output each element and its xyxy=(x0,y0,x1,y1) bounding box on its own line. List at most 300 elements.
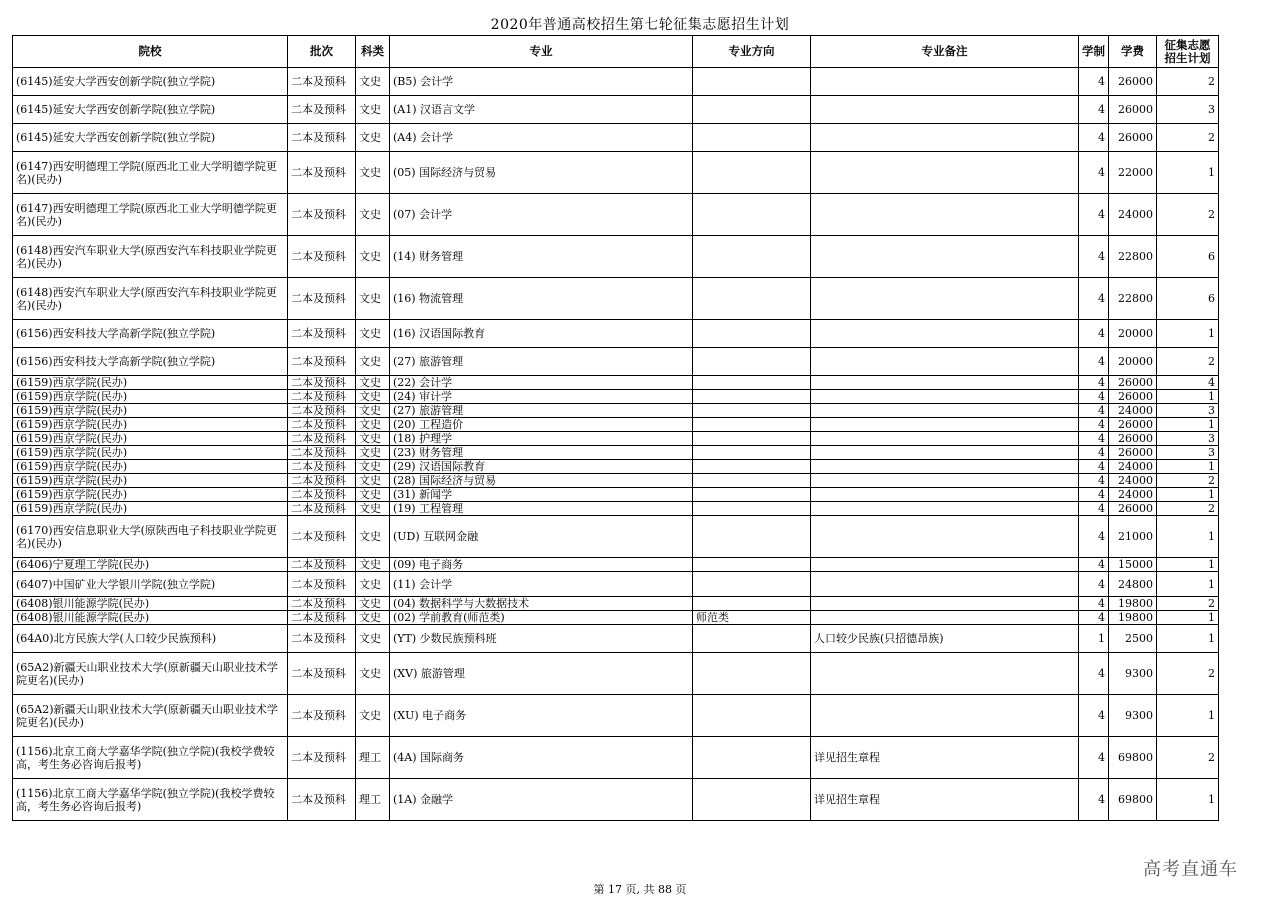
years-cell: 4 xyxy=(1079,404,1109,418)
years-cell: 4 xyxy=(1079,695,1109,737)
fee-cell: 26000 xyxy=(1109,432,1157,446)
plan-cell: 3 xyxy=(1157,96,1219,124)
batch-cell: 二本及预科 xyxy=(288,597,356,611)
category-cell: 文史 xyxy=(356,418,390,432)
years-cell: 4 xyxy=(1079,432,1109,446)
school-cell: (1156)北京工商大学嘉华学院(独立学院)(我校学费较高，考生务必咨询后报考) xyxy=(13,737,288,779)
table-row xyxy=(13,404,1219,418)
major-cell: (1A) 金融学 xyxy=(390,779,693,821)
years-cell: 4 xyxy=(1079,488,1109,502)
batch-cell: 二本及预科 xyxy=(288,572,356,597)
direction-cell xyxy=(693,625,811,653)
direction-cell xyxy=(693,653,811,695)
years-cell: 4 xyxy=(1079,320,1109,348)
category-cell: 文史 xyxy=(356,611,390,625)
header-plan: 征集志愿招生计划 xyxy=(1157,36,1219,68)
note-cell: 详见招生章程 xyxy=(811,779,1079,821)
batch-cell: 二本及预科 xyxy=(288,376,356,390)
years-cell: 4 xyxy=(1079,124,1109,152)
plan-cell: 1 xyxy=(1157,460,1219,474)
header-category: 科类 xyxy=(356,36,390,68)
table-row xyxy=(13,611,1219,625)
batch-cell: 二本及预科 xyxy=(288,653,356,695)
school-cell: (6159)西京学院(民办) xyxy=(13,390,288,404)
years-cell: 4 xyxy=(1079,474,1109,488)
category-cell: 文史 xyxy=(356,432,390,446)
table-row xyxy=(13,348,1219,376)
category-cell: 文史 xyxy=(356,320,390,348)
school-cell: (6148)西安汽车职业大学(原西安汽车科技职业学院更名)(民办) xyxy=(13,278,288,320)
note-cell xyxy=(811,68,1079,96)
page-footer: 第 17 页, 共 88 页 xyxy=(593,883,687,896)
direction-cell xyxy=(693,779,811,821)
years-cell: 1 xyxy=(1079,625,1109,653)
note-cell: 人口较少民族(只招德昂族) xyxy=(811,625,1079,653)
years-cell: 4 xyxy=(1079,194,1109,236)
school-cell: (6159)西京学院(民办) xyxy=(13,418,288,432)
major-cell: (UD) 互联网金融 xyxy=(390,516,693,558)
table-row xyxy=(13,152,1219,194)
header-major: 专业 xyxy=(390,36,693,68)
batch-cell: 二本及预科 xyxy=(288,152,356,194)
major-cell: (02) 学前教育(师范类) xyxy=(390,611,693,625)
batch-cell: 二本及预科 xyxy=(288,446,356,460)
page-title: 2020年普通高校招生第七轮征集志愿招生计划 xyxy=(490,17,790,33)
table-row xyxy=(13,432,1219,446)
major-cell: (09) 电子商务 xyxy=(390,558,693,572)
major-cell: (24) 审计学 xyxy=(390,390,693,404)
header-note: 专业备注 xyxy=(811,36,1079,68)
category-cell: 文史 xyxy=(356,124,390,152)
direction-cell xyxy=(693,68,811,96)
note-cell xyxy=(811,502,1079,516)
fee-cell: 26000 xyxy=(1109,418,1157,432)
plan-cell: 1 xyxy=(1157,320,1219,348)
fee-cell: 69800 xyxy=(1109,779,1157,821)
table-row xyxy=(13,502,1219,516)
header-batch: 批次 xyxy=(288,36,356,68)
major-cell: (YT) 少数民族预科班 xyxy=(390,625,693,653)
note-cell xyxy=(811,124,1079,152)
table-row xyxy=(13,474,1219,488)
table-row xyxy=(13,376,1219,390)
direction-cell xyxy=(693,376,811,390)
school-cell: (6159)西京学院(民办) xyxy=(13,446,288,460)
years-cell: 4 xyxy=(1079,418,1109,432)
plan-cell: 1 xyxy=(1157,390,1219,404)
batch-cell: 二本及预科 xyxy=(288,68,356,96)
category-cell: 文史 xyxy=(356,68,390,96)
plan-cell: 1 xyxy=(1157,152,1219,194)
fee-cell: 24000 xyxy=(1109,404,1157,418)
table-row xyxy=(13,625,1219,653)
batch-cell: 二本及预科 xyxy=(288,194,356,236)
major-cell: (14) 财务管理 xyxy=(390,236,693,278)
fee-cell: 24000 xyxy=(1109,194,1157,236)
note-cell xyxy=(811,516,1079,558)
school-cell: (65A2)新疆天山职业技术大学(原新疆天山职业技术学院更名)(民办) xyxy=(13,653,288,695)
category-cell: 文史 xyxy=(356,488,390,502)
major-cell: (XU) 电子商务 xyxy=(390,695,693,737)
direction-cell xyxy=(693,418,811,432)
school-cell: (6408)银川能源学院(民办) xyxy=(13,611,288,625)
plan-cell: 2 xyxy=(1157,194,1219,236)
direction-cell xyxy=(693,236,811,278)
plan-cell: 2 xyxy=(1157,597,1219,611)
direction-cell xyxy=(693,152,811,194)
direction-cell xyxy=(693,474,811,488)
major-cell: (20) 工程造价 xyxy=(390,418,693,432)
major-cell: (A4) 会计学 xyxy=(390,124,693,152)
category-cell: 文史 xyxy=(356,152,390,194)
table-row xyxy=(13,597,1219,611)
fee-cell: 26000 xyxy=(1109,124,1157,152)
note-cell xyxy=(811,152,1079,194)
batch-cell: 二本及预科 xyxy=(288,432,356,446)
table-row xyxy=(13,737,1219,779)
fee-cell: 69800 xyxy=(1109,737,1157,779)
fee-cell: 26000 xyxy=(1109,376,1157,390)
direction-cell xyxy=(693,124,811,152)
fee-cell: 20000 xyxy=(1109,348,1157,376)
direction-cell xyxy=(693,737,811,779)
years-cell: 4 xyxy=(1079,779,1109,821)
school-cell: (6147)西安明德理工学院(原西北工业大学明德学院更名)(民办) xyxy=(13,194,288,236)
note-cell xyxy=(811,460,1079,474)
plan-cell: 1 xyxy=(1157,625,1219,653)
category-cell: 文史 xyxy=(356,516,390,558)
batch-cell: 二本及预科 xyxy=(288,96,356,124)
school-cell: (6159)西京学院(民办) xyxy=(13,432,288,446)
direction-cell xyxy=(693,390,811,404)
category-cell: 理工 xyxy=(356,737,390,779)
fee-cell: 26000 xyxy=(1109,68,1157,96)
plan-cell: 6 xyxy=(1157,278,1219,320)
school-cell: (6145)延安大学西安创新学院(独立学院) xyxy=(13,124,288,152)
fee-cell: 26000 xyxy=(1109,502,1157,516)
note-cell xyxy=(811,278,1079,320)
batch-cell: 二本及预科 xyxy=(288,502,356,516)
fee-cell: 22800 xyxy=(1109,236,1157,278)
major-cell: (29) 汉语国际教育 xyxy=(390,460,693,474)
direction-cell xyxy=(693,432,811,446)
plan-cell: 1 xyxy=(1157,572,1219,597)
category-cell: 文史 xyxy=(356,460,390,474)
major-cell: (18) 护理学 xyxy=(390,432,693,446)
plan-cell: 1 xyxy=(1157,488,1219,502)
major-cell: (4A) 国际商务 xyxy=(390,737,693,779)
category-cell: 文史 xyxy=(356,376,390,390)
direction-cell xyxy=(693,404,811,418)
fee-cell: 21000 xyxy=(1109,516,1157,558)
watermark: 高考直通车 xyxy=(1143,859,1238,880)
years-cell: 4 xyxy=(1079,611,1109,625)
school-cell: (6147)西安明德理工学院(原西北工业大学明德学院更名)(民办) xyxy=(13,152,288,194)
plan-cell: 2 xyxy=(1157,124,1219,152)
batch-cell: 二本及预科 xyxy=(288,278,356,320)
major-cell: (XV) 旅游管理 xyxy=(390,653,693,695)
batch-cell: 二本及预科 xyxy=(288,124,356,152)
years-cell: 4 xyxy=(1079,737,1109,779)
plan-cell: 2 xyxy=(1157,502,1219,516)
category-cell: 文史 xyxy=(356,474,390,488)
note-cell xyxy=(811,236,1079,278)
fee-cell: 9300 xyxy=(1109,695,1157,737)
school-cell: (6170)西安信息职业大学(原陕西电子科技职业学院更名)(民办) xyxy=(13,516,288,558)
category-cell: 文史 xyxy=(356,446,390,460)
batch-cell: 二本及预科 xyxy=(288,516,356,558)
plan-cell: 2 xyxy=(1157,348,1219,376)
batch-cell: 二本及预科 xyxy=(288,737,356,779)
category-cell: 文史 xyxy=(356,572,390,597)
years-cell: 4 xyxy=(1079,68,1109,96)
direction-cell xyxy=(693,96,811,124)
major-cell: (B5) 会计学 xyxy=(390,68,693,96)
plan-cell: 1 xyxy=(1157,695,1219,737)
plan-cell: 1 xyxy=(1157,558,1219,572)
note-cell xyxy=(811,194,1079,236)
category-cell: 文史 xyxy=(356,194,390,236)
table-row xyxy=(13,446,1219,460)
batch-cell: 二本及预科 xyxy=(288,488,356,502)
years-cell: 4 xyxy=(1079,152,1109,194)
plan-cell: 3 xyxy=(1157,446,1219,460)
school-cell: (65A2)新疆天山职业技术大学(原新疆天山职业技术学院更名)(民办) xyxy=(13,695,288,737)
table-row xyxy=(13,516,1219,558)
note-cell xyxy=(811,597,1079,611)
years-cell: 4 xyxy=(1079,390,1109,404)
direction-cell xyxy=(693,488,811,502)
fee-cell: 22000 xyxy=(1109,152,1157,194)
major-cell: (19) 工程管理 xyxy=(390,502,693,516)
years-cell: 4 xyxy=(1079,348,1109,376)
fee-cell: 26000 xyxy=(1109,446,1157,460)
school-cell: (6159)西京学院(民办) xyxy=(13,488,288,502)
plan-cell: 2 xyxy=(1157,653,1219,695)
major-cell: (22) 会计学 xyxy=(390,376,693,390)
direction-cell xyxy=(693,572,811,597)
note-cell xyxy=(811,320,1079,348)
major-cell: (05) 国际经济与贸易 xyxy=(390,152,693,194)
category-cell: 文史 xyxy=(356,625,390,653)
direction-cell xyxy=(693,460,811,474)
major-cell: (16) 物流管理 xyxy=(390,278,693,320)
direction-cell xyxy=(693,516,811,558)
header-years: 学制 xyxy=(1079,36,1109,68)
category-cell: 文史 xyxy=(356,653,390,695)
table-row xyxy=(13,96,1219,124)
table-row xyxy=(13,68,1219,96)
fee-cell: 19800 xyxy=(1109,611,1157,625)
header-direction: 专业方向 xyxy=(693,36,811,68)
plan-cell: 1 xyxy=(1157,516,1219,558)
school-cell: (64A0)北方民族大学(人口较少民族预科) xyxy=(13,625,288,653)
plan-cell: 3 xyxy=(1157,404,1219,418)
fee-cell: 24800 xyxy=(1109,572,1157,597)
direction-cell xyxy=(693,194,811,236)
direction-cell xyxy=(693,502,811,516)
table-row xyxy=(13,390,1219,404)
major-cell: (23) 财务管理 xyxy=(390,446,693,460)
major-cell: (27) 旅游管理 xyxy=(390,404,693,418)
direction-cell: 师范类 xyxy=(693,611,811,625)
batch-cell: 二本及预科 xyxy=(288,348,356,376)
header-school: 院校 xyxy=(13,36,288,68)
batch-cell: 二本及预科 xyxy=(288,474,356,488)
fee-cell: 24000 xyxy=(1109,474,1157,488)
batch-cell: 二本及预科 xyxy=(288,625,356,653)
category-cell: 文史 xyxy=(356,695,390,737)
plan-cell: 2 xyxy=(1157,737,1219,779)
category-cell: 文史 xyxy=(356,278,390,320)
header-fee: 学费 xyxy=(1109,36,1157,68)
note-cell xyxy=(811,653,1079,695)
note-cell xyxy=(811,488,1079,502)
fee-cell: 24000 xyxy=(1109,488,1157,502)
plan-cell: 1 xyxy=(1157,779,1219,821)
school-cell: (6156)西安科技大学高新学院(独立学院) xyxy=(13,320,288,348)
note-cell xyxy=(811,432,1079,446)
category-cell: 理工 xyxy=(356,779,390,821)
fee-cell: 15000 xyxy=(1109,558,1157,572)
major-cell: (27) 旅游管理 xyxy=(390,348,693,376)
batch-cell: 二本及预科 xyxy=(288,558,356,572)
note-cell xyxy=(811,376,1079,390)
direction-cell xyxy=(693,278,811,320)
school-cell: (6159)西京学院(民办) xyxy=(13,460,288,474)
major-cell: (28) 国际经济与贸易 xyxy=(390,474,693,488)
years-cell: 4 xyxy=(1079,572,1109,597)
table-row xyxy=(13,488,1219,502)
table-row xyxy=(13,460,1219,474)
category-cell: 文史 xyxy=(356,96,390,124)
fee-cell: 9300 xyxy=(1109,653,1157,695)
direction-cell xyxy=(693,320,811,348)
direction-cell xyxy=(693,446,811,460)
note-cell xyxy=(811,348,1079,376)
major-cell: (A1) 汉语言文学 xyxy=(390,96,693,124)
table-row xyxy=(13,653,1219,695)
category-cell: 文史 xyxy=(356,348,390,376)
note-cell xyxy=(811,611,1079,625)
major-cell: (07) 会计学 xyxy=(390,194,693,236)
batch-cell: 二本及预科 xyxy=(288,390,356,404)
note-cell xyxy=(811,96,1079,124)
table-row xyxy=(13,194,1219,236)
years-cell: 4 xyxy=(1079,278,1109,320)
plan-cell: 1 xyxy=(1157,418,1219,432)
fee-cell: 19800 xyxy=(1109,597,1157,611)
note-cell xyxy=(811,418,1079,432)
table-row xyxy=(13,418,1219,432)
direction-cell xyxy=(693,597,811,611)
enrollment-plan-table xyxy=(12,35,1219,821)
note-cell xyxy=(811,474,1079,488)
note-cell xyxy=(811,558,1079,572)
fee-cell: 2500 xyxy=(1109,625,1157,653)
direction-cell xyxy=(693,695,811,737)
category-cell: 文史 xyxy=(356,558,390,572)
major-cell: (16) 汉语国际教育 xyxy=(390,320,693,348)
school-cell: (6406)宁夏理工学院(民办) xyxy=(13,558,288,572)
table-row xyxy=(13,320,1219,348)
table-row xyxy=(13,236,1219,278)
category-cell: 文史 xyxy=(356,390,390,404)
school-cell: (6159)西京学院(民办) xyxy=(13,376,288,390)
school-cell: (6156)西安科技大学高新学院(独立学院) xyxy=(13,348,288,376)
major-cell: (31) 新闻学 xyxy=(390,488,693,502)
years-cell: 4 xyxy=(1079,376,1109,390)
fee-cell: 20000 xyxy=(1109,320,1157,348)
years-cell: 4 xyxy=(1079,597,1109,611)
years-cell: 4 xyxy=(1079,236,1109,278)
school-cell: (6145)延安大学西安创新学院(独立学院) xyxy=(13,68,288,96)
batch-cell: 二本及预科 xyxy=(288,460,356,474)
batch-cell: 二本及预科 xyxy=(288,418,356,432)
plan-cell: 6 xyxy=(1157,236,1219,278)
table-body xyxy=(13,68,1219,821)
table-row xyxy=(13,695,1219,737)
category-cell: 文史 xyxy=(356,502,390,516)
table-row xyxy=(13,278,1219,320)
major-cell: (04) 数据科学与大数据技术 xyxy=(390,597,693,611)
school-cell: (6145)延安大学西安创新学院(独立学院) xyxy=(13,96,288,124)
direction-cell xyxy=(693,558,811,572)
plan-cell: 3 xyxy=(1157,432,1219,446)
school-cell: (1156)北京工商大学嘉华学院(独立学院)(我校学费较高，考生务必咨询后报考) xyxy=(13,779,288,821)
table-header-row xyxy=(13,36,1219,68)
note-cell: 详见招生章程 xyxy=(811,737,1079,779)
school-cell: (6159)西京学院(民办) xyxy=(13,474,288,488)
plan-cell: 2 xyxy=(1157,68,1219,96)
years-cell: 4 xyxy=(1079,516,1109,558)
years-cell: 4 xyxy=(1079,558,1109,572)
fee-cell: 24000 xyxy=(1109,460,1157,474)
table-row xyxy=(13,124,1219,152)
plan-cell: 1 xyxy=(1157,611,1219,625)
batch-cell: 二本及预科 xyxy=(288,404,356,418)
years-cell: 4 xyxy=(1079,96,1109,124)
plan-cell: 4 xyxy=(1157,376,1219,390)
note-cell xyxy=(811,572,1079,597)
school-cell: (6408)银川能源学院(民办) xyxy=(13,597,288,611)
batch-cell: 二本及预科 xyxy=(288,695,356,737)
direction-cell xyxy=(693,348,811,376)
table-row xyxy=(13,779,1219,821)
years-cell: 4 xyxy=(1079,502,1109,516)
school-cell: (6148)西安汽车职业大学(原西安汽车科技职业学院更名)(民办) xyxy=(13,236,288,278)
major-cell: (11) 会计学 xyxy=(390,572,693,597)
table-row xyxy=(13,558,1219,572)
category-cell: 文史 xyxy=(356,404,390,418)
note-cell xyxy=(811,390,1079,404)
years-cell: 4 xyxy=(1079,653,1109,695)
batch-cell: 二本及预科 xyxy=(288,611,356,625)
fee-cell: 22800 xyxy=(1109,278,1157,320)
school-cell: (6407)中国矿业大学银川学院(独立学院) xyxy=(13,572,288,597)
note-cell xyxy=(811,695,1079,737)
table-row xyxy=(13,572,1219,597)
batch-cell: 二本及预科 xyxy=(288,779,356,821)
note-cell xyxy=(811,446,1079,460)
school-cell: (6159)西京学院(民办) xyxy=(13,502,288,516)
school-cell: (6159)西京学院(民办) xyxy=(13,404,288,418)
plan-cell: 2 xyxy=(1157,474,1219,488)
category-cell: 文史 xyxy=(356,236,390,278)
fee-cell: 26000 xyxy=(1109,96,1157,124)
batch-cell: 二本及预科 xyxy=(288,236,356,278)
fee-cell: 26000 xyxy=(1109,390,1157,404)
